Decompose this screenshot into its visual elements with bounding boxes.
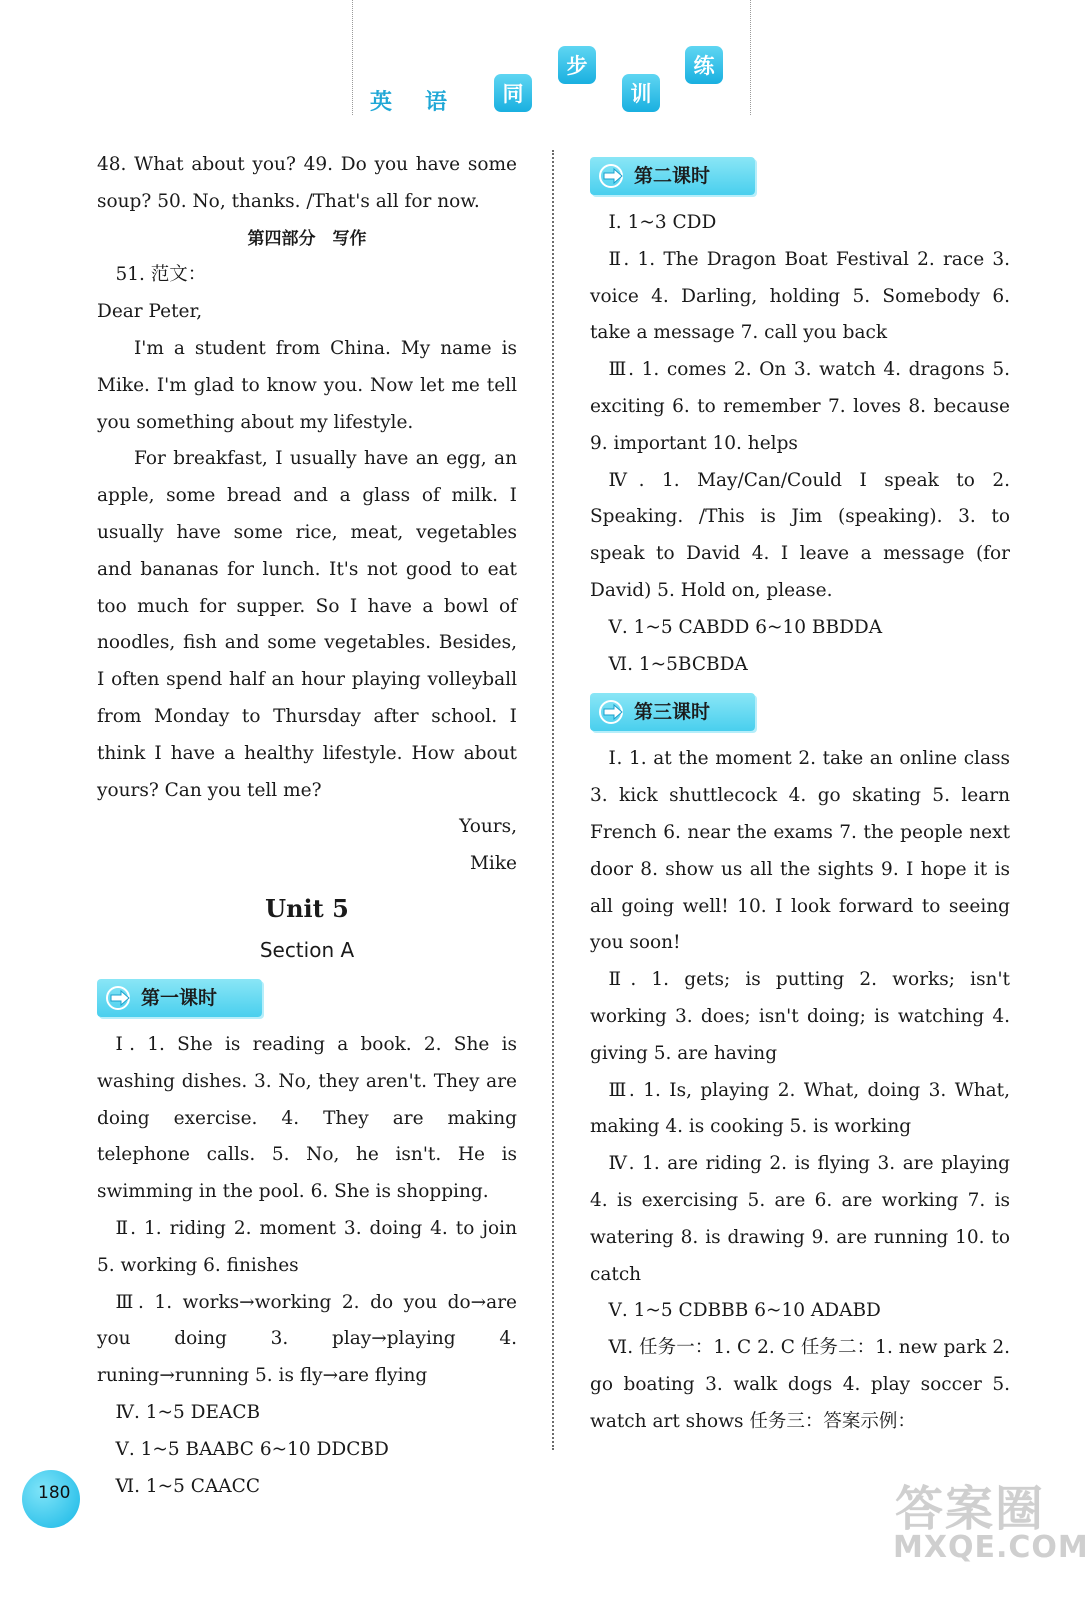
lesson-2-part-IV: Ⅳ. 1. May/Can/Could I speak to 2. Speaking. /This is Jim (speaking). 3. to speak to David 4. I leave a message (for David) 5. Hold on, please.	[590, 469, 1010, 601]
arrow-right-icon	[598, 699, 628, 725]
lesson-3-part-I: Ⅰ. 1. at the moment 2. take an online class 3. kick shuttlecock 4. go skating 5. learn French 6. near the exams 7. the people next door 8. show us all the sights 9. I hope it is all going well! 10. I look forward to seeing you soon!	[590, 748, 1010, 954]
lesson-1-part-I: Ⅰ. 1. She is reading a book. 2. She is washing dishes. 3. No, they aren't. They are doing exercise. 4. They are making telephone calls. 5. No, he isn't. He is swimming in the pool. 6. She is shopping.	[97, 1033, 517, 1203]
answers-48-50: 48. What about you? 49. Do you have some soup? 50. No, thanks. /That's all for now.	[97, 154, 517, 212]
lesson-2-banner	[590, 157, 755, 195]
right-column	[590, 147, 1010, 1441]
header-title-box-4: 练	[685, 46, 723, 84]
lesson-2-part-I: Ⅰ. 1~3 CDD	[608, 212, 717, 233]
lesson-3-part-VI: Ⅵ. 任务一：1. C 2. C 任务二：1. new park 2. go boating 3. walk dogs 4. play soccer 5. watch art shows 任务三：答案示例：	[590, 1337, 1010, 1432]
header-subject-char-1: 英	[370, 90, 393, 115]
lesson-3-banner	[590, 693, 755, 731]
unit-title: Unit 5	[265, 893, 349, 923]
lesson-1-label: 第一课时	[141, 986, 218, 1009]
lesson-1-banner	[97, 979, 262, 1017]
watermark-logo: 答案圈	[895, 1481, 1046, 1537]
lesson-1-part-II: Ⅱ. 1. riding 2. moment 3. doing 4. to join 5. working 6. finishes	[97, 1217, 517, 1276]
essay-paragraph-1: I'm a student from China. My name is Mike. I'm glad to know you. Now let me tell you something about my lifestyle.	[97, 337, 517, 433]
lesson-3-part-IV: Ⅳ. 1. are riding 2. is flying 3. are playing 4. is exercising 5. are 6. are working 7. is watering 8. is drawing 9. are running 10. to catch	[590, 1153, 1010, 1285]
watermark-url: MXQE.COM	[893, 1530, 1089, 1565]
essay-label: 51. 范文：	[115, 264, 207, 286]
column-divider	[552, 150, 554, 1450]
essay-closing: Yours,	[459, 816, 517, 838]
lesson-3-label: 第三课时	[634, 701, 711, 724]
lesson-2-label: 第二课时	[634, 165, 711, 187]
lesson-2-part-III: Ⅲ. 1. comes 2. On 3. watch 4. dragons 5. exciting 6. to remember 7. loves 8. because 9. important 10. helps	[590, 359, 1010, 454]
header-rule-right	[750, 0, 751, 115]
lesson-2-part-V: Ⅴ. 1~5 CABDD 6~10 BBDDA	[608, 616, 883, 638]
lesson-1-part-VI: Ⅵ. 1~5 CAACC	[115, 1475, 260, 1497]
essay-salutation: Dear Peter,	[97, 301, 203, 323]
lesson-1-part-V: Ⅴ. 1~5 BAABC 6~10 DDCBD	[115, 1438, 389, 1460]
header-title-box-2: 步	[558, 46, 596, 84]
part-four-title: 第四部分 写作	[247, 228, 367, 249]
arrow-right-icon	[105, 985, 135, 1011]
section-title: Section A	[259, 937, 355, 962]
lesson-3-part-II: Ⅱ. 1. gets; is putting 2. works; isn't working 3. does; isn't doing; is watching 4. giving 5. are having	[590, 969, 1010, 1064]
page-number: 180	[38, 1483, 71, 1503]
arrow-right-icon	[598, 163, 628, 189]
header-title-box-1: 同	[494, 74, 532, 112]
lesson-1-part-III: Ⅲ. 1. works→working 2. do you do→are you doing 3. play→playing 4. runing→running 5. is fly→are flying	[97, 1291, 517, 1387]
header-subject-char-2: 语	[425, 90, 448, 115]
essay-signature: Mike	[469, 853, 517, 875]
lesson-3-part-V: Ⅴ. 1~5 CDBBB 6~10 ADABD	[608, 1300, 881, 1322]
lesson-2-part-II: Ⅱ. 1. The Dragon Boat Festival 2. race 3. voice 4. Darling, holding 5. Somebody 6. take a message 7. call you back	[590, 248, 1010, 344]
lesson-1-part-IV: Ⅳ. 1~5 DEACB	[115, 1401, 261, 1423]
header-title-box-3: 训	[622, 74, 660, 112]
essay-paragraph-2: For breakfast, I usually have an egg, an apple, some bread and a glass of milk. I usually have some rice, meat, vegetables and bananas for lunch. It's not good to eat too much for supper. So I have a bowl of noodles, fish and some vegetables. Besides, I often spend half an hour playing volleyball from Monday to Thursday after school. I think I have a healthy lifestyle. How about yours? Can you tell me?	[97, 448, 517, 801]
lesson-3-part-III: Ⅲ. 1. Is, playing 2. What, doing 3. What, making 4. is cooking 5. is working	[590, 1079, 1010, 1138]
left-column	[97, 147, 517, 1505]
header-rule-left	[352, 0, 353, 115]
lesson-2-part-VI: Ⅵ. 1~5BCBDA	[608, 653, 748, 675]
